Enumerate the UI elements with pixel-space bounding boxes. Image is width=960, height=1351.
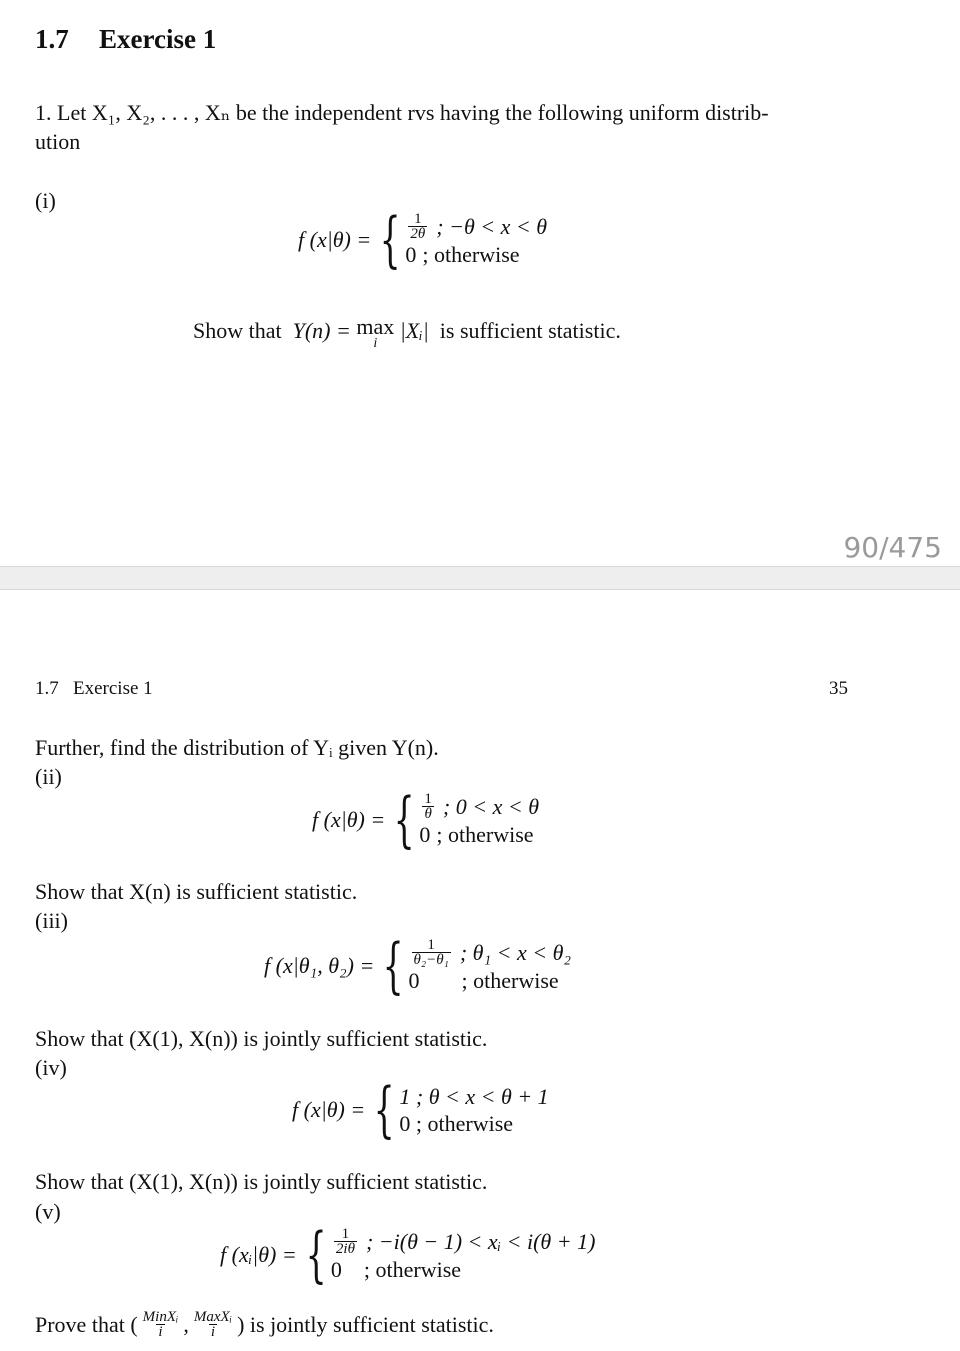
equation-iii-value-2: 0 (408, 968, 420, 993)
equation-ii-lhs: f (x|θ) = (312, 807, 386, 832)
equation-i-condition-2: ; otherwise (422, 242, 520, 267)
fraction-denominator: θ₂−θ₁ (413, 952, 449, 968)
show-suffix: is sufficient statistic. (439, 318, 621, 343)
left-brace-icon: { (379, 205, 401, 275)
running-head-section: 1.7 (35, 678, 59, 699)
equation-ii (312, 785, 540, 855)
equation-iii-condition-2: ; otherwise (461, 968, 559, 993)
max-word: max (356, 314, 395, 339)
show-statement-i (193, 316, 621, 350)
equation-v (220, 1220, 596, 1290)
fraction-denominator: θ (424, 806, 432, 822)
equation-v-value-2: 0 (330, 1257, 342, 1282)
running-head-title: Exercise 1 (73, 678, 153, 699)
left-brace-icon: { (393, 785, 415, 855)
show-statement-iii: Show that (X(1), X(n)) is jointly sufficient statistic. (35, 1026, 488, 1051)
intro-line-1: 1. Let X₁, X₂, . . . , Xₙ be the independent rvs having the following uniform distrib- (35, 100, 769, 125)
fraction-denominator: i (158, 1324, 163, 1340)
max-operator (356, 316, 394, 350)
equation-iii-fraction (412, 938, 451, 967)
prove-fraction-min (141, 1310, 181, 1339)
equation-ii-condition-1: ; 0 < x < θ (442, 794, 540, 819)
equation-i-condition-1: ; −θ < x < θ (436, 214, 548, 239)
document-page-35 (0, 590, 960, 1351)
section-heading (35, 24, 216, 55)
fraction-numerator: 1 (427, 937, 435, 953)
max-subscript: i (373, 336, 378, 351)
left-brace-icon: { (305, 1220, 327, 1290)
equation-iv-case-2: 0 ; otherwise (399, 1111, 514, 1136)
equation-ii-value-2: 0 (419, 822, 431, 847)
page-indicator: 90/475 (843, 531, 942, 564)
equation-v-fraction (334, 1227, 357, 1256)
prove-prefix: Prove that ( (35, 1312, 138, 1337)
prove-separator: , (183, 1312, 189, 1337)
equation-ii-condition-2: ; otherwise (436, 822, 534, 847)
equation-iii (264, 931, 572, 1001)
page-separator (0, 566, 960, 590)
fraction-numerator: MinXᵢ (142, 1309, 179, 1325)
equation-v-lhs: f (xᵢ|θ) = (220, 1242, 297, 1267)
show-rhs: |Xᵢ| (399, 318, 429, 343)
equation-i-lhs: f (x|θ) = (298, 227, 372, 252)
part-i-label: (i) (35, 188, 56, 213)
equation-iii-lhs: f (x|θ₁, θ₂) = (264, 953, 375, 978)
further-text: Further, find the distribution of Yᵢ given Y(n). (35, 735, 439, 760)
equation-ii-fraction (422, 792, 434, 821)
fraction-numerator: 1 (414, 211, 422, 227)
intro-line-2: ution (35, 129, 81, 154)
equation-iv (292, 1075, 549, 1145)
prove-statement (35, 1310, 494, 1339)
fraction-numerator: MaxXᵢ (193, 1309, 233, 1325)
left-brace-icon: { (382, 931, 404, 1001)
equation-v-condition-2: ; otherwise (363, 1257, 462, 1282)
show-prefix: Show that (193, 318, 282, 343)
part-iv-label: (iv) (35, 1055, 67, 1080)
equation-iv-case-1: 1 ; θ < x < θ + 1 (399, 1084, 549, 1109)
show-lhs: Y(n) = (292, 318, 351, 343)
left-brace-icon: { (373, 1075, 395, 1145)
fraction-denominator: 2θ (410, 226, 426, 242)
prove-suffix: ) is jointly sufficient statistic. (237, 1312, 494, 1337)
show-statement-iv: Show that (X(1), X(n)) is jointly sufficient statistic. (35, 1169, 488, 1194)
equation-iv-lhs: f (x|θ) = (292, 1097, 366, 1122)
part-iii-label: (iii) (35, 908, 68, 933)
show-statement-ii: Show that X(n) is sufficient statistic. (35, 879, 358, 904)
equation-i (298, 205, 548, 275)
part-ii-label: (ii) (35, 764, 62, 789)
page-number: 35 (829, 678, 848, 699)
section-number: 1.7 (35, 24, 69, 54)
fraction-denominator: i (210, 1324, 216, 1340)
equation-i-value-2: 0 (405, 242, 417, 267)
equation-iii-condition-1: ; θ₁ < x < θ₂ (459, 940, 572, 965)
fraction-denominator: 2iθ (335, 1241, 355, 1257)
part-v-label: (v) (35, 1199, 61, 1224)
prove-fraction-max (192, 1310, 234, 1339)
equation-i-fraction (408, 212, 427, 241)
document-page-90 (0, 0, 960, 566)
section-title: Exercise 1 (99, 24, 217, 54)
equation-v-condition-1: ; −i(θ − 1) < xᵢ < i(θ + 1) (365, 1229, 596, 1254)
running-head (35, 678, 153, 700)
fraction-numerator: 1 (424, 791, 432, 807)
fraction-numerator: 1 (341, 1226, 350, 1242)
